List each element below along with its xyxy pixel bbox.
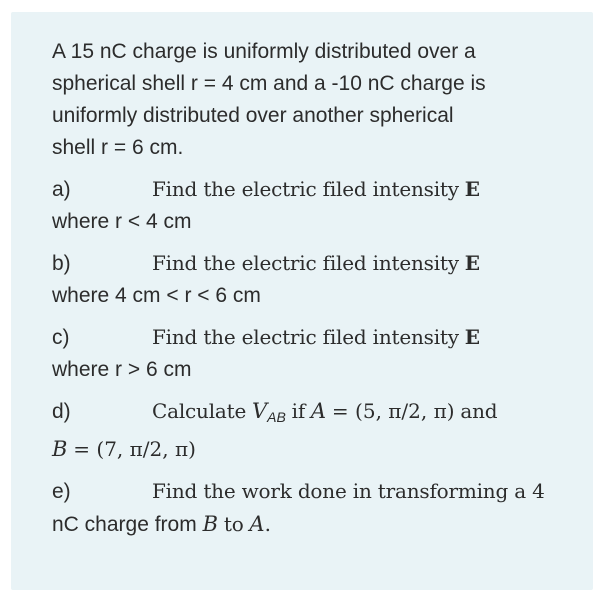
part-e-row-2 bbox=[52, 508, 572, 541]
part-d-b-var: B bbox=[52, 437, 68, 461]
part-a-condition: where r < 4 cm bbox=[52, 210, 192, 233]
part-a-row-1 bbox=[52, 173, 572, 206]
part-d-if: if bbox=[291, 399, 306, 423]
part-c-question: Find the electric filed intensity bbox=[152, 325, 459, 349]
part-a-symbol: E bbox=[464, 177, 480, 201]
part-e-to-var: A bbox=[249, 512, 265, 536]
part-b bbox=[52, 247, 572, 312]
part-b-row-1 bbox=[52, 247, 572, 280]
intro-line-4: shell r = 6 cm. bbox=[52, 136, 184, 159]
intro-line-3: uniformly distributed over another spherical bbox=[52, 104, 454, 127]
part-c bbox=[52, 321, 572, 386]
problem-intro bbox=[52, 36, 572, 164]
part-e bbox=[52, 475, 572, 541]
part-d-b-value: = (7, π/2, π) bbox=[73, 437, 196, 461]
part-a-question: Find the electric filed intensity bbox=[152, 177, 459, 201]
part-c-condition: where r > 6 cm bbox=[52, 358, 192, 381]
part-a bbox=[52, 173, 572, 238]
part-d-v: V bbox=[251, 399, 268, 423]
part-d-v-sub: AB bbox=[267, 409, 286, 425]
part-d-and: and bbox=[460, 399, 498, 423]
part-e-line2-prefix: nC charge from bbox=[52, 513, 197, 536]
part-c-label: c) bbox=[52, 326, 70, 349]
intro-line-1: A 15 nC charge is uniformly distributed over a bbox=[52, 40, 476, 63]
part-d-a-value: = (5, π/2, π) bbox=[331, 399, 455, 423]
part-d-row-1 bbox=[52, 395, 572, 433]
part-e-question: Find the work done in transforming a 4 bbox=[152, 479, 545, 503]
part-d-label: d) bbox=[52, 400, 71, 423]
problem-text bbox=[52, 36, 572, 550]
part-e-label: e) bbox=[52, 480, 71, 503]
part-b-condition: where 4 cm < r < 6 cm bbox=[52, 284, 261, 307]
part-b-symbol: E bbox=[464, 251, 480, 275]
part-e-to: to bbox=[223, 512, 244, 536]
part-c-row-1 bbox=[52, 321, 572, 354]
part-e-period: . bbox=[264, 512, 271, 536]
part-d-a-var: A bbox=[310, 399, 327, 423]
part-e-from-var: B bbox=[202, 512, 219, 536]
part-b-question: Find the electric filed intensity bbox=[152, 251, 459, 275]
part-d bbox=[52, 395, 572, 466]
part-e-row-1 bbox=[52, 475, 572, 508]
part-d-row-2 bbox=[52, 433, 572, 466]
intro-line-2: spherical shell r = 4 cm and a -10 nC charge is bbox=[52, 72, 486, 95]
part-a-label: a) bbox=[52, 178, 71, 201]
part-c-symbol: E bbox=[464, 325, 480, 349]
part-b-label: b) bbox=[52, 252, 71, 275]
part-d-prefix: Calculate bbox=[152, 399, 247, 423]
